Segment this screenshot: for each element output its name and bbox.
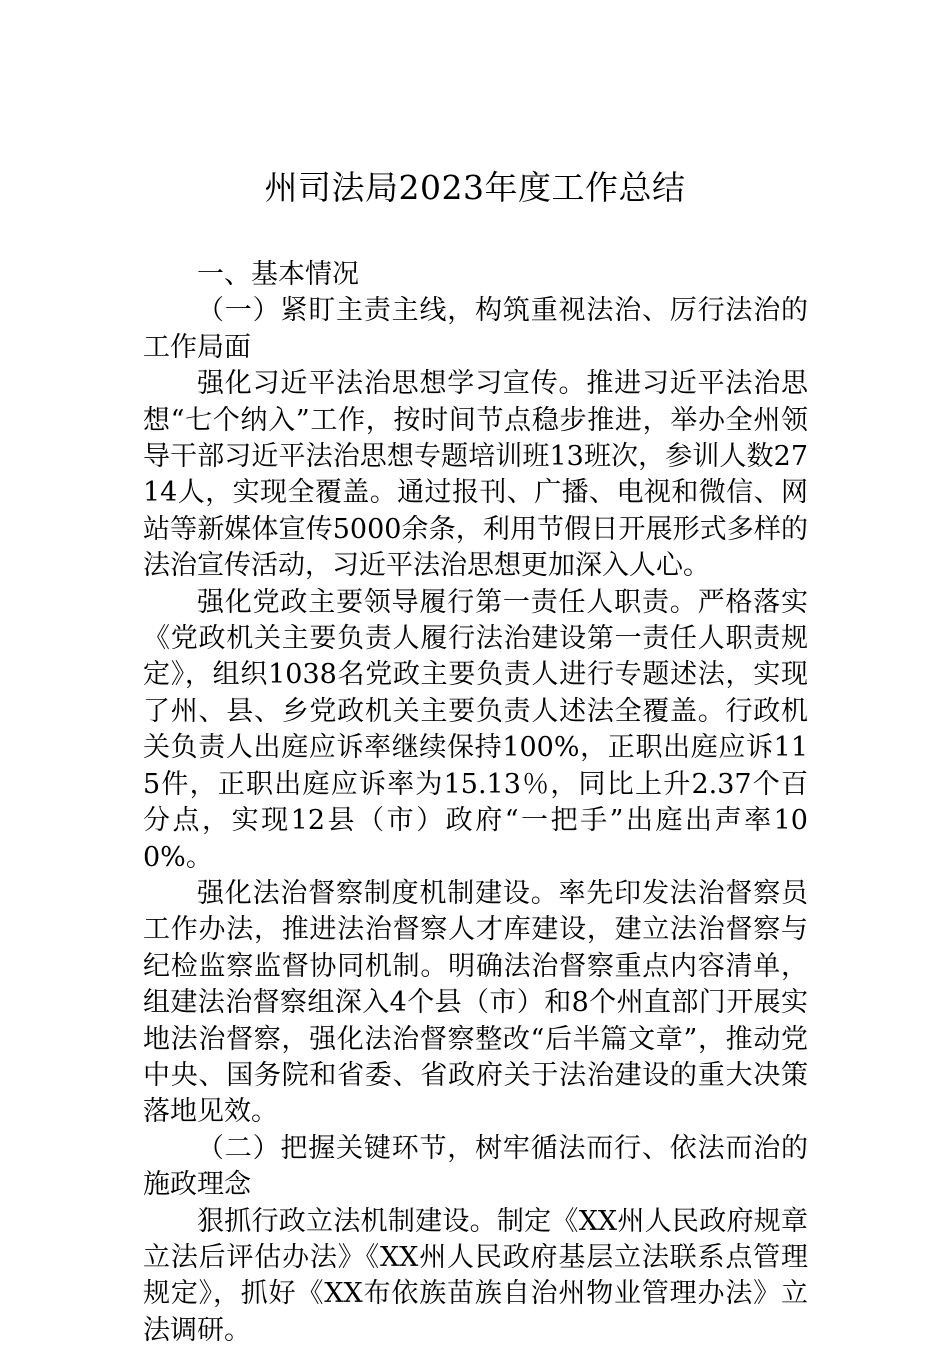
subsection-heading-1: （一）紧盯主责主线，构筑重视法治、厉行法治的工作局面 [143,295,808,363]
paragraph-law-thought-study: 强化习近平法治思想学习宣传。推进习近平法治思想“七个纳入”工作，按时间节点稳步推进，举办全州领导干部习近平法治思想专题培训班13班次，参训人数2714人，实现全覆盖。通过报刊、广播、电视和微信、网站等新媒体宣传5000余条，利用节假日开展形式多样的法治宣传活动，习近平法治思想更加深入人心。 [143,368,808,582]
section-heading-basic-situation: 一、基本情况 [197,259,359,290]
paragraph-law-supervision: 强化法治督察制度机制建设。率先印发法治督察员工作办法，推进法治督察人才库建设，建立法治督察与纪检监察监督协同机制。明确法治督察重点内容清单，组建法治督察组深入4个县（市）和8个州直部门开展实地法治督察，强化法治督察整改“后半篇文章”，推动党中央、国务院和省委、省政府关于法治建设的重大决策落地见效。 [143,877,808,1128]
document-title: 州司法局2023年度工作总结 [264,168,686,207]
document-body [143,257,808,1349]
paragraph-legislation-mechanism: 狠抓行政立法机制建设。制定《XX州人民政府规章立法后评估办法》《XX州人民政府基层立法联系点管理规定》，抓好《XX布依族苗族自治州物业管理办法》立法调研。 [143,1205,808,1346]
subsection-heading-2: （二）把握关键环节，树牢循法而行、依法而治的施政理念 [143,1132,808,1201]
paragraph-first-responsibility: 强化党政主要领导履行第一责任人职责。严格落实《党政机关主要负责人履行法治建设第一责任人职责规定》，组织1038名党政主要负责人进行专题述法，实现了州、县、乡党政机关主要负责人述法全覆盖。行政机关负责人出庭应诉率继续保持100%，正职出庭应诉115件，正职出庭应诉率为15.13％，同比上升2.37个百分点，实现12县（市）政府“一把手”出庭出声率100%。 [143,586,808,873]
